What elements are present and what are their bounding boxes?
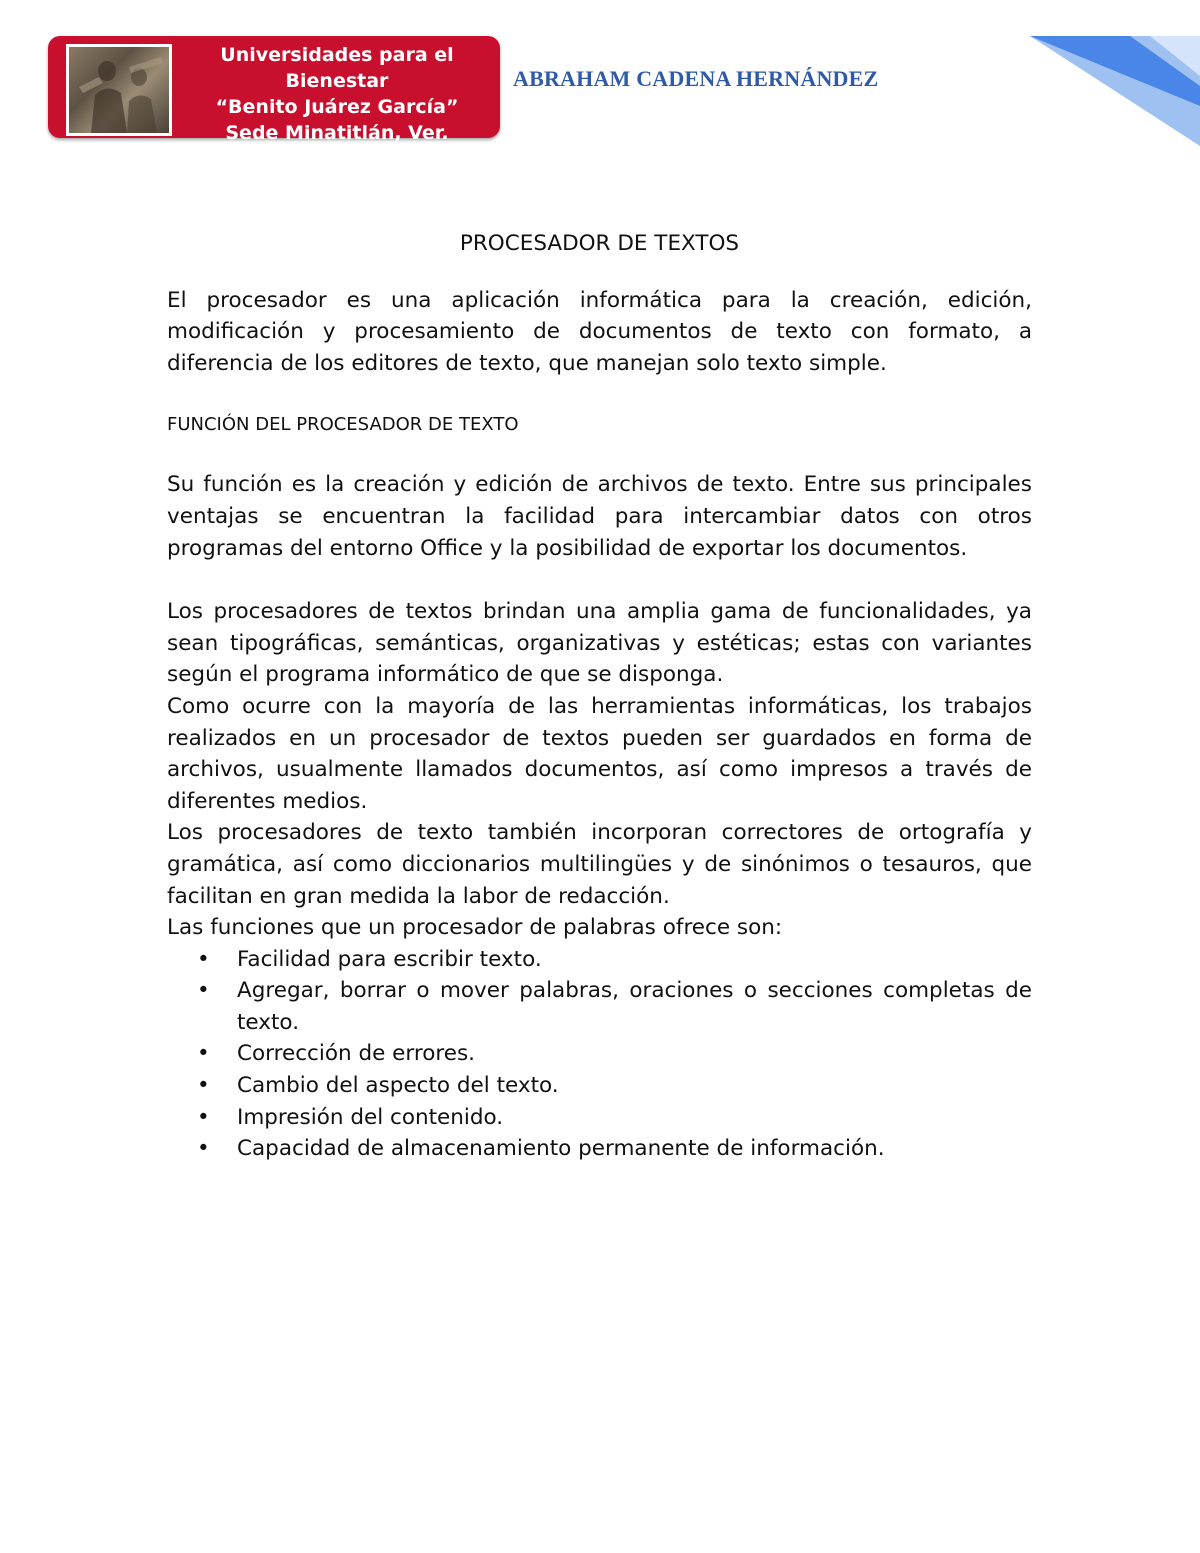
- mural-figures-icon: [69, 47, 169, 133]
- university-logo: [48, 36, 500, 160]
- logo-line-3: Sede Minatitlán, Ver.: [225, 122, 449, 144]
- corner-decoration-icon: [1030, 36, 1200, 146]
- list-item: • Corrección de errores.: [167, 1038, 1032, 1070]
- document-body: [167, 228, 1032, 1165]
- logo-line-1: Universidades para el Bienestar: [220, 44, 454, 92]
- list-item: • Agregar, borrar o mover palabras, oraciones o secciones completas de texto.: [167, 975, 1032, 1038]
- paragraph-function: Su función es la creación y edición de archivos de texto. Entre sus principales ventajas se encuentran la facilidad para intercambiar datos con otros programas del entorno Office y la posibilidad de exportar los documentos.: [167, 472, 1032, 561]
- paragraph-functions-intro: Las funciones que un procesador de palabras ofrece son:: [167, 915, 783, 941]
- list-item: • Capacidad de almacenamiento permanente de información.: [167, 1133, 1032, 1165]
- paragraph-files: Como ocurre con la mayoría de las herramientas informáticas, los trabajos realizados en un procesador de textos pueden ser guardados en forma de archivos, usualmente llamados documentos, así como impresos a través de diferentes medios.: [167, 693, 1032, 814]
- document-title: PROCESADOR DE TEXTOS: [459, 231, 740, 256]
- list-item: • Facilidad para escribir texto.: [167, 944, 1032, 976]
- author-name: ABRAHAM CADENA HERNÁNDEZ: [513, 66, 879, 91]
- functions-list: [167, 944, 1032, 1165]
- paragraph-correctors: Los procesadores de texto también incorporan correctores de ortografía y gramática, así como diccionarios multilingües y de sinónimos o tesauros, que facilitan en gran medida la labor de redacción.: [167, 820, 1032, 909]
- logo-text: [178, 42, 496, 162]
- intro-paragraph: El procesador es una aplicación informática para la creación, edición, modificación y procesamiento de documentos de texto con formato, a diferencia de los editores de texto, que manejan solo texto simple.: [167, 287, 1032, 376]
- logo-clave: Clave SEP: DGF -574308: [281, 150, 393, 160]
- paragraph-features: Los procesadores de textos brindan una amplia gama de funcionalidades, ya sean tipográficas, semánticas, organizativas y estéticas; estas con variantes según el programa informático de que se disponga.: [167, 599, 1032, 688]
- list-item: • Cambio del aspecto del texto.: [167, 1070, 1032, 1102]
- mural-photo: [66, 44, 172, 136]
- list-item: • Impresión del contenido.: [167, 1102, 1032, 1134]
- logo-line-2: “Benito Juárez García”: [215, 96, 459, 118]
- section-heading: FUNCIÓN DEL PROCESADOR DE TEXTO: [167, 414, 519, 436]
